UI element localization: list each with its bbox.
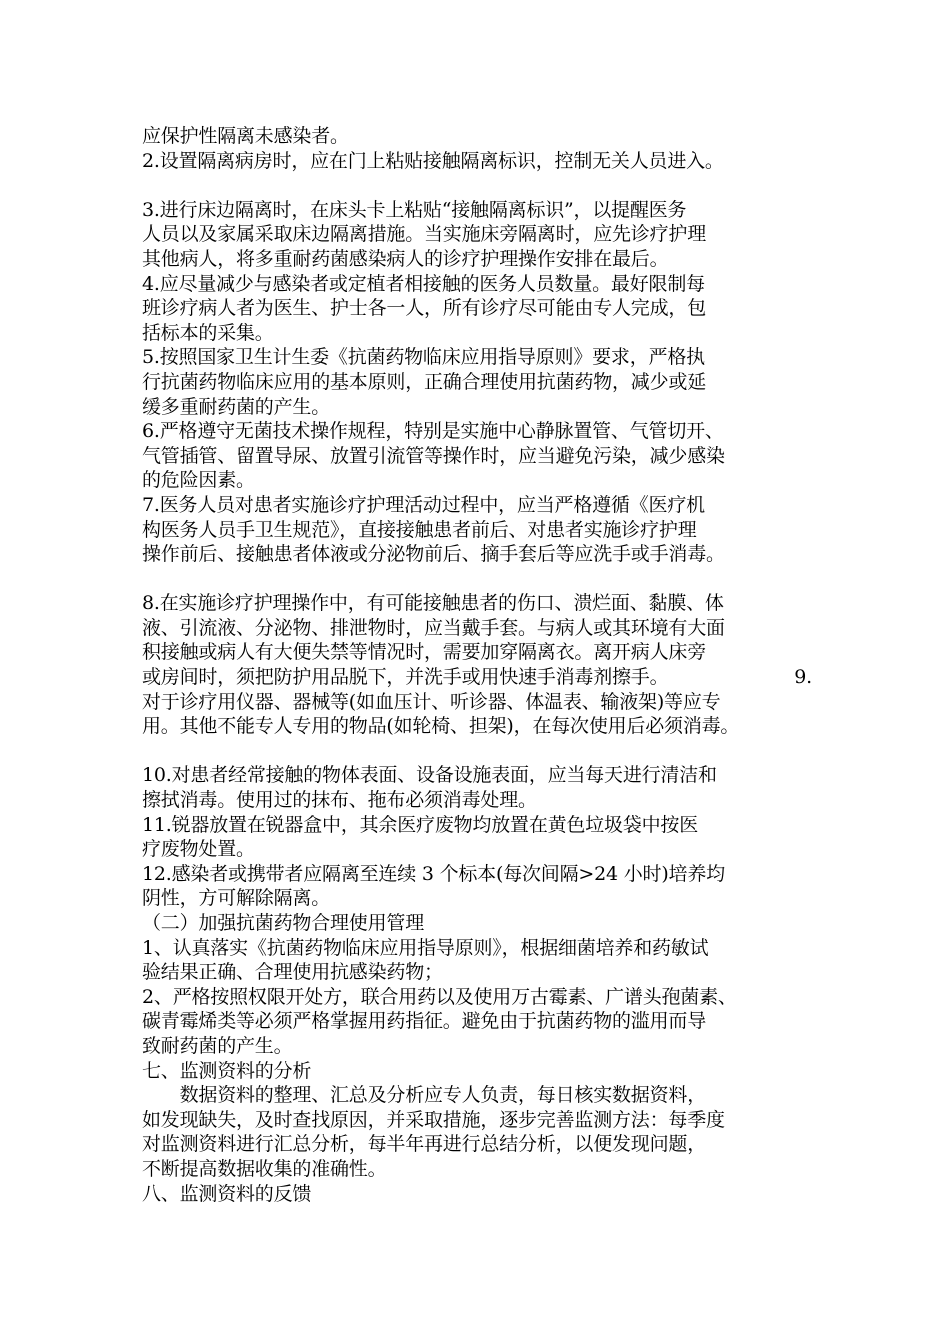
text-line: 12.感染者或携带者应隔离至连续 3 个标本(每次间隔>24 小时)培养均 [142, 862, 725, 885]
text-line: 致耐药菌的产生。 [142, 1034, 293, 1057]
text-line: 11.锐器放置在锐器盒中，其余医疗废物均放置在黄色垃圾袋中按医 [142, 813, 699, 836]
text-line: 构医务人员手卫生规范》，直接接触患者前后、对患者实施诊疗护理 [142, 518, 697, 541]
section-heading: （二）加强抗菌药物合理使用管理 [142, 912, 425, 934]
text-line: 对于诊疗用仪器、器械等(如血压计、听诊器、体温表、输液架)等应专 [142, 690, 721, 713]
text-line: 6.严格遵守无菌技术操作规程，特别是实施中心静脉置管、气管切开、 [142, 420, 724, 443]
text-line-content: 或房间时，须把防护用品脱下，并洗手或用快速手消毒剂擦手。 [142, 666, 669, 689]
text-line: 10.对患者经常接触的物体表面、设备设施表面，应当每天进行清洁和 [142, 764, 717, 787]
text-line: 应保护性隔离未感染者。 [142, 125, 349, 147]
text-line: 不断提高数据收集的准确性。 [142, 1157, 387, 1180]
text-line: 疗废物处置。 [142, 838, 255, 861]
text-line: 1、认真落实《抗菌药物临床应用指导原则》，根据细菌培养和药敏试 [142, 936, 709, 959]
text-line: 人员以及家属采取床边隔离措施。当实施床旁隔离时，应先诊疗护理 [142, 223, 707, 246]
section-heading: 八、监测资料的反馈 [142, 1182, 312, 1205]
text-line-with-item-number [142, 665, 822, 690]
text-line: 3.进行床边隔离时，在床头卡上粘贴“接触隔离标识”，以提醒医务 [142, 198, 687, 221]
text-line: 碳青霉烯类等必须严格掌握用药指征。避免由于抗菌药物的滥用而导 [142, 1010, 707, 1033]
text-line: 积接触或病人有大便失禁等情况时，需要加穿隔离衣。离开病人床旁 [142, 641, 707, 664]
section-heading: 七、监测资料的分析 [142, 1059, 312, 1082]
text-line: 5.按照国家卫生计生委《抗菌药物临床应用指导原则》要求，严格执 [142, 346, 705, 369]
text-line: 的危险因素。 [142, 469, 255, 492]
text-line: 8.在实施诊疗护理操作中，有可能接触患者的伤口、溃烂面、黏膜、体 [142, 592, 724, 615]
text-line: 气管插管、留置导尿、放置引流管等操作时，应当避免污染，减少感染 [142, 444, 725, 467]
blank-line [142, 173, 822, 198]
text-line: 7.医务人员对患者实施诊疗护理活动过程中，应当严格遵循《医疗机 [142, 493, 705, 516]
blank-line [142, 567, 822, 592]
text-line: 验结果正确、合理使用抗感染药物； [142, 961, 443, 984]
text-line: 2.设置隔离病房时，应在门上粘贴接触隔离标识，控制无关人员进入。 [142, 149, 724, 172]
text-line: 班诊疗病人者为医生、护士各一人，所有诊疗尽可能由专人完成，包 [142, 297, 707, 320]
blank-line [142, 739, 822, 764]
text-line: 数据资料的整理、汇总及分析应专人负责，每日核实数据资料， [142, 1084, 707, 1107]
text-line: 缓多重耐药菌的产生。 [142, 395, 331, 418]
text-line: 液、引流液、分泌物、排泄物时，应当戴手套。与病人或其环境有大面 [142, 616, 725, 639]
text-line: 阴性，方可解除隔离。 [142, 887, 331, 910]
item-number-label: 9. [794, 666, 812, 689]
text-line: 括标本的采集。 [142, 321, 274, 344]
text-line: 如发现缺失，及时查找原因，并采取措施，逐步完善监测方法：每季度 [142, 1108, 725, 1131]
text-line: 其他病人，将多重耐药菌感染病人的诊疗护理操作安排在最后。 [142, 247, 669, 270]
text-line: 对监测资料进行汇总分析，每半年再进行总结分析，以便发现问题， [142, 1133, 707, 1156]
text-line: 擦拭消毒。使用过的抹布、拖布必须消毒处理。 [142, 789, 537, 812]
text-line: 用。其他不能专人专用的物品(如轮椅、担架)，在每次使用后必须消毒。 [142, 715, 740, 738]
text-line: 2、严格按照权限开处方，联合用药以及使用万古霉素、广谱头孢菌素、 [142, 985, 737, 1008]
text-line: 操作前后、接触患者体液或分泌物前后、摘手套后等应洗手或手消毒。 [142, 543, 725, 566]
text-line: 行抗菌药物临床应用的基本原则，正确合理使用抗菌药物，减少或延 [142, 370, 707, 393]
text-line: 4.应尽量减少与感染者或定植者相接触的医务人员数量。最好限制每 [142, 272, 705, 295]
document-body [142, 124, 822, 1206]
